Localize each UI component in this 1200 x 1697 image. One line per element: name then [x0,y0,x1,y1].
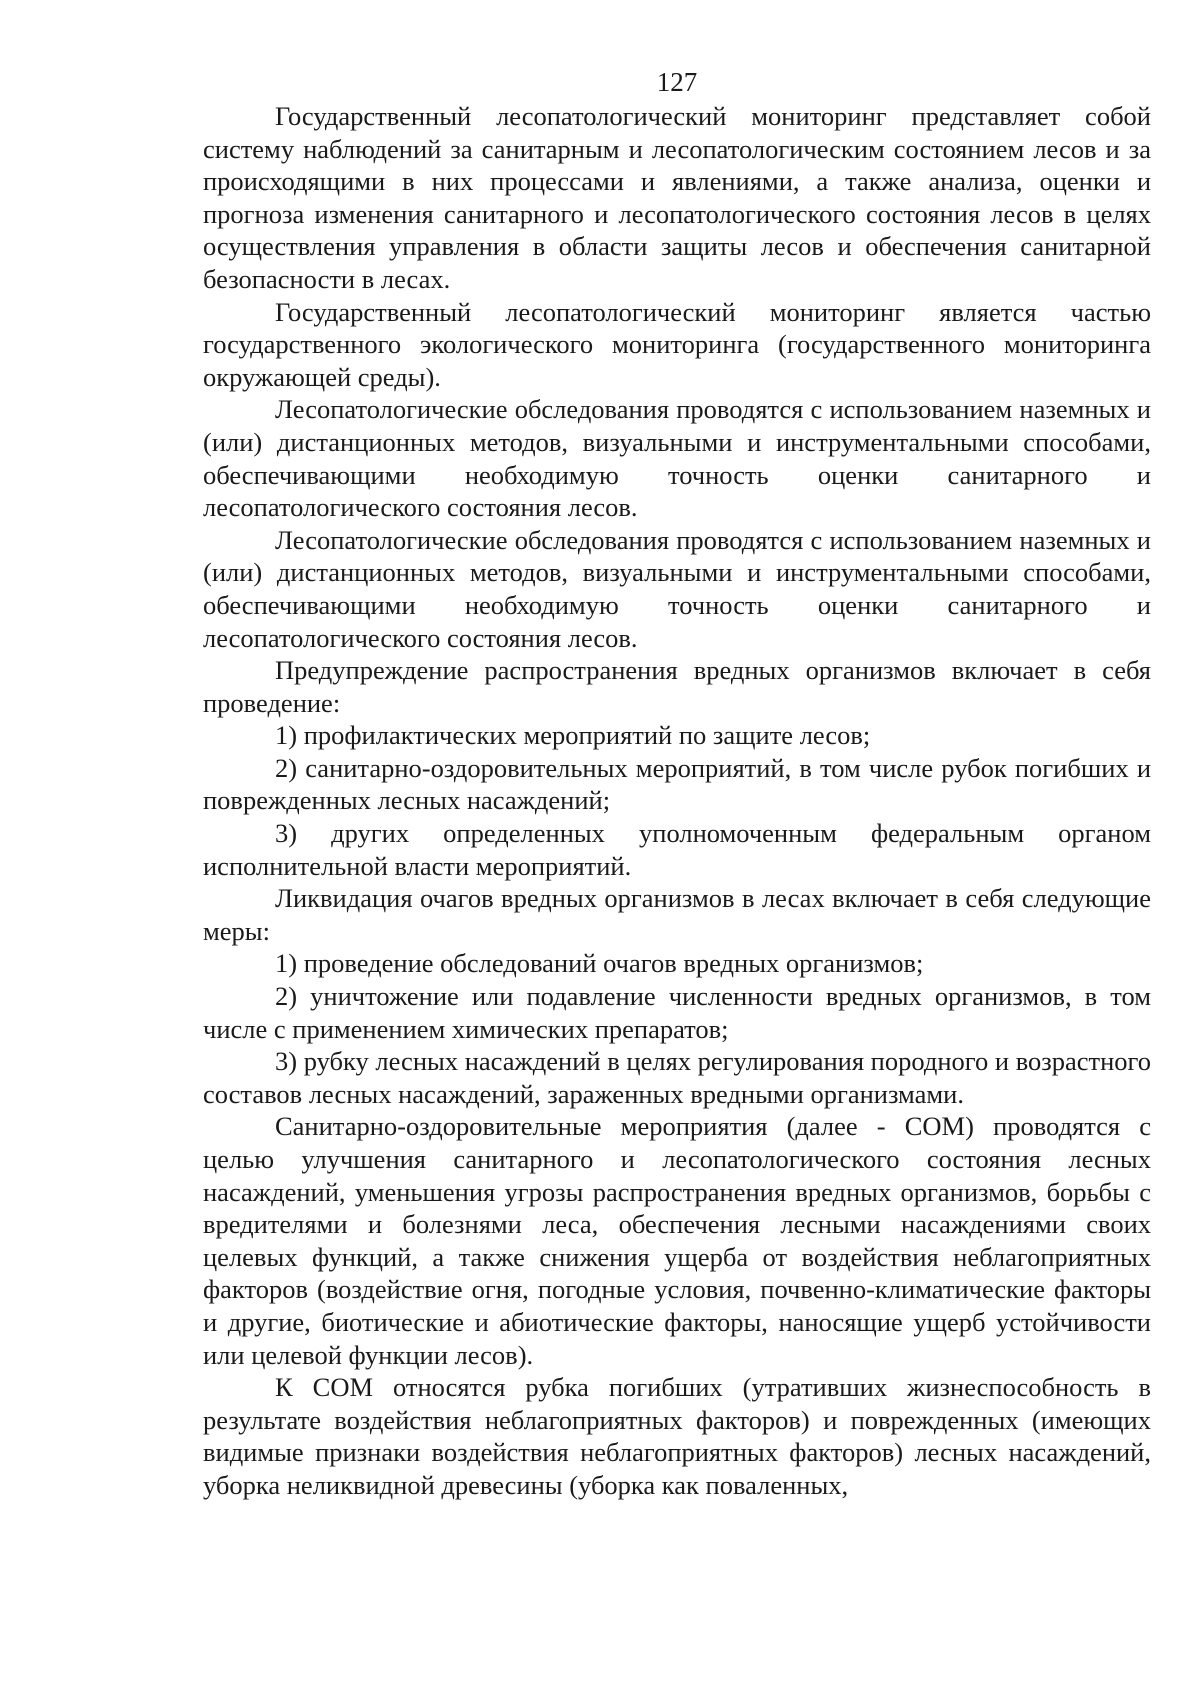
document-page [203,66,1151,1502]
paragraph-surveys-repeat: Лесопатологические обследования проводятся с использованием наземных и (или) дистанционных методов, визуальными и инструментальными способами, обеспечивающими необходимую точность оценки санитарного и лесопатологического состояния лесов. [203,524,1151,653]
list-item-prevention-3: 3) других определенных уполномоченным федеральным органом исполнительной власти мероприятий. [203,818,1151,881]
list-item-liquidation-1: 1) проведение обследований очагов вредных организмов; [275,948,924,979]
page-number: 127 [656,67,698,97]
list-item-liquidation-3: 3) рубку лесных насаждений в целях регулирования породного и возрастного составов лесных насаждений, зараженных вредными организмами. [203,1046,1151,1109]
paragraph-monitoring-definition: Государственный лесопатологический мониторинг представляет собой систему наблюдений за санитарным и лесопатологическим состоянием лесов и за происходящими в них процессами и явлениями, а также анализа, оценки и прогноза изменения санитарного и лесопатологического состояния лесов в целях осуществления управления в области защиты лесов и обеспечения санитарной безопасности в лесах. [203,101,1151,294]
list-item-prevention-1: 1) профилактических мероприятий по защите лесов; [275,720,871,751]
paragraph-prevention-intro: Предупреждение распространения вредных организмов включает в себя проведение: [203,655,1151,718]
paragraph-liquidation-intro: Ликвидация очагов вредных организмов в лесах включает в себя следующие меры: [203,883,1151,946]
paragraph-som-purpose: Санитарно-оздоровительные мероприятия (далее - СОМ) проводятся с целью улучшения санитарного и лесопатологического состояния лесных насаждений, уменьшения угрозы распространения вредных организмов, борьбы с вредителями и болезнями леса, обеспечения лесными насаждениями своих целевых функций, а также снижения ущерба от воздействия неблагоприятных факторов (воздействие огня, погодные условия, почвенно-климатические факторы и другие, биотические и абиотические факторы, наносящие ущерб устойчивости или целевой функции лесов). [203,1111,1151,1370]
paragraph-som-types: К СОМ относятся рубка погибших (утративших жизнеспособность в результате воздействия неблагоприятных факторов) и поврежденных (имеющих видимые признаки воздействия неблагоприятных факторов) лесных насаждений, уборка неликвидной древесины (уборка как поваленных, [203,1372,1151,1500]
list-item-prevention-2: 2) санитарно-оздоровительных мероприятий, в том числе рубок погибших и поврежденных лесных насаждений; [203,752,1151,816]
list-item-liquidation-2: 2) уничтожение или подавление численности вредных организмов, в том числе с применением химических препаратов; [203,981,1151,1044]
paragraph-monitoring-part: Государственный лесопатологический мониторинг является частью государственного экологического мониторинга (государственного мониторинга окружающей среды). [203,296,1151,392]
paragraph-surveys: Лесопатологические обследования проводятся с использованием наземных и (или) дистанционных методов, визуальными и инструментальными способами, обеспечивающими необходимую точность оценки санитарного и лесопатологического состояния лесов. [203,394,1151,523]
